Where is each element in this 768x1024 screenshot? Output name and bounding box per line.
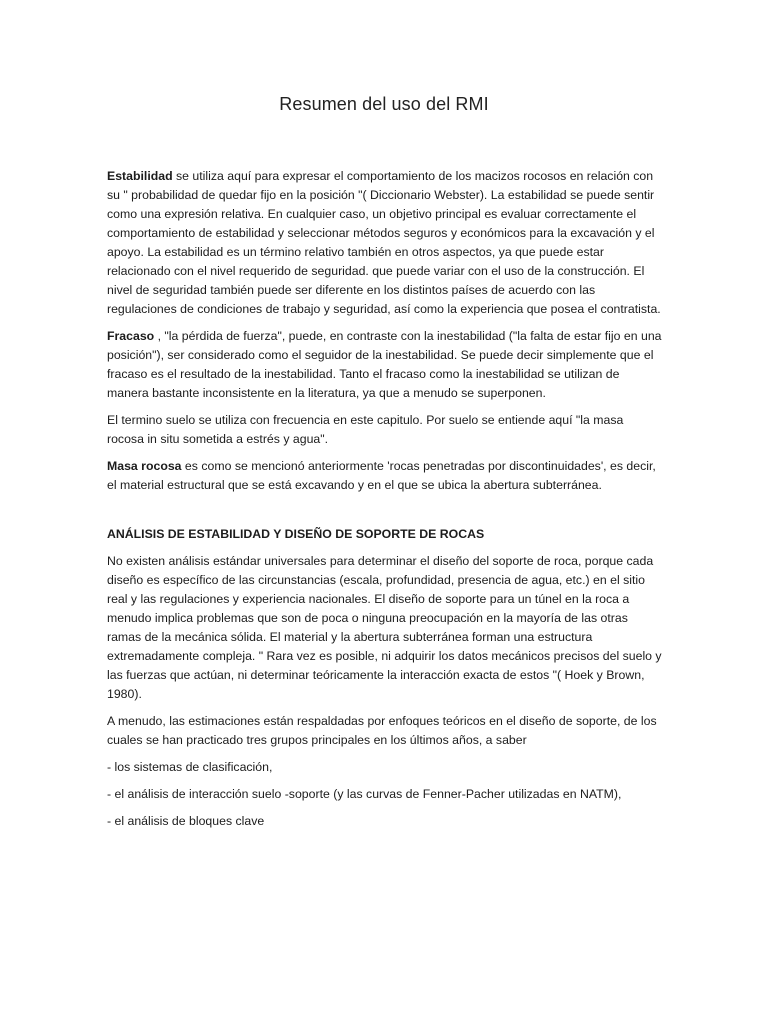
paragraph-suelo: El termino suelo se utiliza con frecuencia en este capitulo. Por suelo se entiende aquí "la masa rocosa in situ sometida a estrés y agua". bbox=[107, 413, 624, 446]
paragraph-fracaso bbox=[107, 327, 662, 403]
document-title: Resumen del uso del RMI bbox=[279, 94, 489, 114]
list-item: - los sistemas de clasificación, bbox=[107, 760, 273, 774]
term-fracaso: Fracaso bbox=[107, 329, 155, 343]
paragraph-analisis: No existen análisis estándar universales para determinar el diseño del soporte de roca, porque cada diseño es específico de las circunstancias (escala, profundidad, presencia de agua, etc.) en el sitio real y las regulaciones y experiencia nacionales. El diseño de soporte para un túnel en la roca a menudo implica problemas que son de poca o ninguna preocupación en la mayoría de las otras ramas de la mecánica sólida. El material y la abertura subterránea forman una estructura extremadamente compleja. " Rara vez es posible, ni adquirir los datos mecánicos precisos del suelo y las fuerzas que actúan, ni determinar teóricamente la interacción exacta de estos "( Hoek y Brown, 1980). bbox=[107, 554, 662, 701]
term-estabilidad: Estabilidad bbox=[107, 169, 173, 183]
term-masa-rocosa: Masa rocosa bbox=[107, 459, 182, 473]
document-body bbox=[107, 167, 662, 839]
paragraph-masa-rocosa-text: es como se mencionó anteriormente 'rocas penetradas por discontinuidades', es decir, el material estructural que se está excavando y en el que se ubica la abertura subterránea. bbox=[107, 459, 656, 492]
paragraph-estabilidad bbox=[107, 167, 662, 319]
paragraph-masa-rocosa bbox=[107, 457, 662, 495]
list-item: - el análisis de interacción suelo -soporte (y las curvas de Fenner-Pacher utilizadas en NATM), bbox=[107, 787, 622, 801]
list-item: - el análisis de bloques clave bbox=[107, 814, 265, 828]
paragraph-estabilidad-text: se utiliza aquí para expresar el comportamiento de los macizos rocosos en relación con su " probabilidad de quedar fijo en la posición "( Diccionario Webster). La estabilidad se puede sentir como una expresión relativa. En cualquier caso, un objetivo principal es evaluar correctamente el comportamiento de estabilidad y seleccionar métodos seguros y económicos para la excavación y el apoyo. La estabilidad es un término relativo también en otros aspectos, ya que puede estar relacionado con el nivel requerido de seguridad. que puede variar con el uso de la construcción. El nivel de seguridad también puede ser diferente en los distintos países de acuerdo con las regulaciones de condiciones de trabajo y seguridad, así como la experiencia que posea el contratista. bbox=[107, 169, 661, 316]
paragraph-estimaciones: A menudo, las estimaciones están respaldadas por enfoques teóricos en el diseño de soporte, de los cuales se han practicado tres grupos principales en los últimos años, a saber bbox=[107, 714, 657, 747]
section-heading: ANÁLISIS DE ESTABILIDAD Y DISEÑO DE SOPORTE DE ROCAS bbox=[107, 527, 485, 541]
paragraph-fracaso-text: , "la pérdida de fuerza", puede, en contraste con la inestabilidad ("la falta de estar fijo en una posición"), ser considerado como el seguidor de la inestabilidad. Se puede decir simplemente que el fracaso es el resultado de la inestabilidad. Tanto el fracaso como la inestabilidad se utilizan de manera bastante inconsistente en la literatura, ya que a menudo se superponen. bbox=[107, 329, 662, 400]
